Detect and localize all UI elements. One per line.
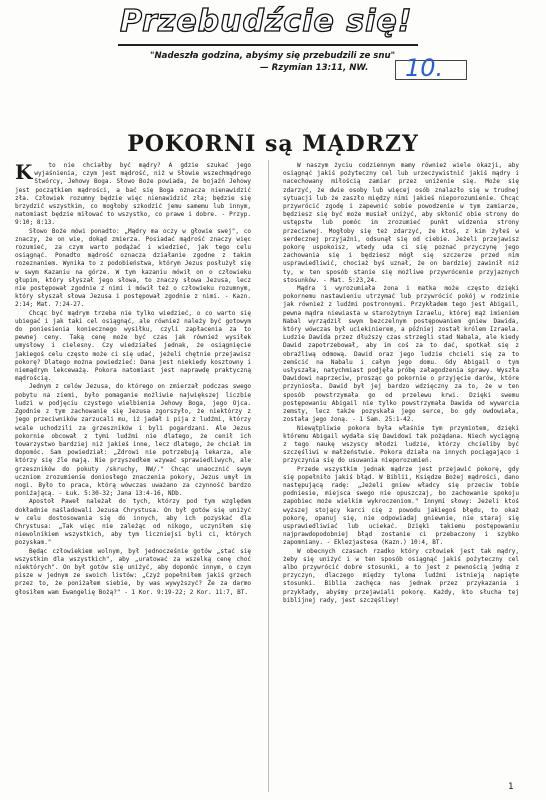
paragraph: Słowo Boże mówi ponadto: „Mądry ma oczy w głowie swej", co znaczy, że on wie, dokąd zmierza. Posiadać mądrość znaczy więc rozumieć, za czym warto podążać i wiedzieć, jak tego celu osiągnąć. Ponadto mądrość oznacza działanie zgodne z takim rozeznaniem. Wynika to z podobieństwa, którym Jezus posłużył się w swym Kazaniu na górze. W tym kazaniu mówił on o człowieku głupim, który słyszał jego słowa, to znaczy słowa Jezusa, lecz nie postępował zgodnie z nimi i mówił też o człowieku rozumnym, który słyszał słowa Jezusa i postępował zgodnie z nimi. - Kazn. 2:14; Mat. 7:24-27.: [15, 227, 251, 309]
paragraph: Będąc człowiekiem wolnym, był jednocześnie gotów „stać się wszystkim dla wszystkich", aby „uratować za wszelką cenę choć niektórych". On był gotów się uniżyć, aby dopomóc innym, o czym pisze w jednym ze swoich listów: „Czyż popełniłem jakiś grzech przez to, że poniżałem siebie, by was wywyższyć? Że za darmo głosiłem wam Ewangelię Bożą?" - 1 Kor. 9:19-22; 2 Kor. 11:7, BT.: [15, 547, 251, 596]
page-number: 1: [508, 782, 514, 792]
paragraph: Niewątpliwie pokora była właśnie tym przymiotem, dzięki któremu Abigail wydała się Dawidowi tak pożądana. Niech wyciągną z tego naukę wszyscy młodzi ludzie, którzy chcieliby być szczęśliwi w małżeństwie. Pokora działa na innych pociągająco i przyczynia się do usuwania nieporozumień.: [283, 424, 519, 465]
paragraph: Jednym z celów Jezusa, do którego on zmierzał podczas swego pobytu na ziemi, było pomaganie możliwie największej liczbie ludzi w podjęciu czystego wielbienia Jehowy Boga, jego Ojca. Zgodnie z tym zachowanie się Jezusa zgorszyło, że niektórzy z jego przeciwników zarzucali mu, iż jadał i pija z ludźmi, którzy wcale uchodzili za grzeszników i byli pogardzani. Ale Jezus pokornie obcował z tymi ludźmi nie dlatego, że cenił ich towarzystwo bardziej niż jakieś inne, lecz dlatego, że chciał im dopomóc. Sam powiedział: „Zdrowi nie potrzebują lekarza, ale którzy się źle mają. Nie przyszedłem wzywać sprawiedliwych, ale grzeszników do pokuty /skruchy, NW/." Chcąc unaocznić swym uczniom zrozumienie doniosłego znaczenia pokory, Jezus umył im nogi. Było to praca, którą wówczas uważano za czynność bardzo poniżającą. - Łuk. 5:30-32; Jana 13:4-16, NDb.: [15, 383, 251, 498]
masthead-rule: [118, 44, 418, 46]
paragraph: Chcąc być mądrym trzeba nie tylko wiedzieć, o co warto się ubiegać i jak taki cel osiągnąć, ale również należy być gotowym do poniesienia koniecznego wysiłku, czyli zapłacenia za to pewnej ceny. Taką cenę może być czas jak również wysiłek umysłowy i cielesny. Czy wiedziałeś jednak, że osiągnięcie jakiegoś celu często może ci się udać, jeżeli chętnie przejawisz pokorę? Dlatego można powiedzieć: Dana jest niekiedy kosztowny i niemądrym lekceważą. Pokora natomiast jest naprawdę praktyczną mądrością.: [15, 309, 251, 383]
column-divider: [268, 160, 269, 792]
paragraph: [15, 162, 251, 228]
paragraph: W obecnych czasach rzadko który człowiek jest tak mądry, żeby się uniżyć i w ten sposób osiągnąć jakiś pożyteczny cel albo przywrócić dobre stosunki, a to jest z pewnością jedną z przyczyn, dlaczego między tyloma ludźmi istnieją napięte stosunki. Biblia zachęca nas jednak przez przykazania i przykłady, abyśmy przejawiali pokorę. Każdy, kto słucha tej biblijnej rady, jest szczęśliwy!: [283, 547, 519, 604]
masthead: [120, 4, 450, 44]
paragraph: W naszym życiu codziennym mamy również wiele okazji, aby osiągnąć jakiś pożyteczny cel lub urzeczywistnić jakiś mądry i nacechowany miłością zamiar przez uniżenie się. Może się zdarzyć, że dwie osoby lub więcej osób znalazło się w trudnej sytuacji lub że zaszło między nimi jakieś nieporozumienie. Chcąc przywrócić zgodę i zapewnić sobie powodzenie w tym zamiarze, będziesz się być może musiał uniżyć, aby skłonić obie strony do ustępstw lub pomóc im zrozumieć punkt widzenia strony przeciwnej. Mogłoby się też zdarzyć, że ktoś, z kim żyłeś w serdecznej przyjaźni, odsunął się od ciebie. Jeżeli przejawisz pokorę uspokoisz, wtedy uda ci się poznać przyczynę jego zachowania się i będziesz mógł się szczerze przed nim usprawiedliwić, chociaż byś uznał, że on bardziej zawinił niż ty, w ten sposób stanie się możliwe przywrócenie przyjaznych stosunków. - Mat. 5:23,24.: [283, 162, 519, 284]
masthead-reference: — Rzymian 13:11, NW.: [260, 63, 369, 73]
paragraph: Apostoł Paweł należał do tych, którzy pod tym względem dokładnie naśladowali Jezusa Chrystusa. On był gotów się uniżyć w celu dostosowania się do innych, aby ich pozyskać dla Chrystusa: „Tak więc nie zależąc od nikogo, uczyniłem się niewolnikiem wszystkich, aby tym liczniejsi byli ci, których pozyskam.": [15, 498, 251, 547]
right-column: [283, 162, 519, 794]
masthead-title: Przebudźcie się!: [120, 4, 413, 39]
paragraph: Przede wszystkim jednak mądrze jest przejawić pokorę, gdy się popełniło jakiś błąd. W Biblii, Księdze Bożej mądrości, dano następującą radę: „Jeżeli gniew władcy się przeciw tobie podniesie, miejsca swego nie opuszczaj, bo zachowanie spokoju zapobiec może wielkim wykroczeniom." Innymi słowy: Jeżeli ktoś wyższej stojący karci cię z powodu jakiegoś błędu, to okaż pokorę, opanuj się, nie odpowiadaj gniewnie, nie staraj się usprawiedliwiać lub uciekać. Dzięki takiemu postępowaniu najprawdopodobniej błąd zostanie ci przebaczony i szybko zapomniany. - Eklezjastesa (Kazn.) 10:4, BT.: [283, 465, 519, 547]
drop-cap: K: [15, 162, 33, 184]
article-title: POKORNI są MĄDRZY: [127, 131, 419, 157]
masthead-quote: "Nadeszła godzina, abyśmy się przebudzili ze snu": [150, 51, 396, 61]
paragraph: Mądra i wyrozumiała żona i matka może często dzięki pokornemu nastawieniu utrzymać lub przywrócić pokój w rodzinie jak również z ludźmi postronnymi. Przykładem tego jest Abigail, pewna mądra niewiasta w starożytnym Izraelu, której mąż imieniem Nabal wyrządził swym bezczelnym postępowaniem gniew Dawida, który wówczas był uciekinierem, a później został królem Izraela. Ludzie Dawida przez dłuższy czas strzegli stad Nabala, ale kiedy Dawid zapotrzebował, aby im coś za to dać, spotkał się z obraźliwą odmową. Dawid oraz jego ludzie chcieli się za to zemścić na Nabalu i całym jego domu. Gdy Abigail o tym usłyszała, natychmiast podjęła próbę załagodzenia sprawy. Wyszła Dawidowi naprzeciw, prosząc go pokornie o przyjęcie darów, które przyniosła. Dawid był jej bardzo wdzięczny za to, że w ten sposób powstrzymała go od przelewu krwi. Dzięki swemu postępowaniu Abigail nie tylko powstrzymała Dawida od wywarcia zemsty, lecz także pozyskała jego serce, bo gdy owdowiała, została jego żoną. - 1 Sam. 25:1-42.: [283, 285, 519, 424]
paragraph-text: to nie chciałby być mądry? A gdzie szukać jego wyjaśnienia, czym jest mądrość, niż w Słowie wszechmądrego Stwórcy, Jehowy Boga. Słowo Boże powiada, że bojaźń Jehowy jest początkiem mądrości, a bać się Boga oznacza nienawidzić zła. Człowiek rozumny będzie więc nienawidzić zła; będzie się brzydzić wszystkim, co mogłoby szkodzić jemu samemu lub innym, natomiast będzie miłować to wszystko, co prawe i dobre. - Przyp. 9:10; 8:13.: [15, 162, 251, 227]
left-column: [15, 162, 251, 794]
issue-number: 10.: [405, 54, 444, 82]
